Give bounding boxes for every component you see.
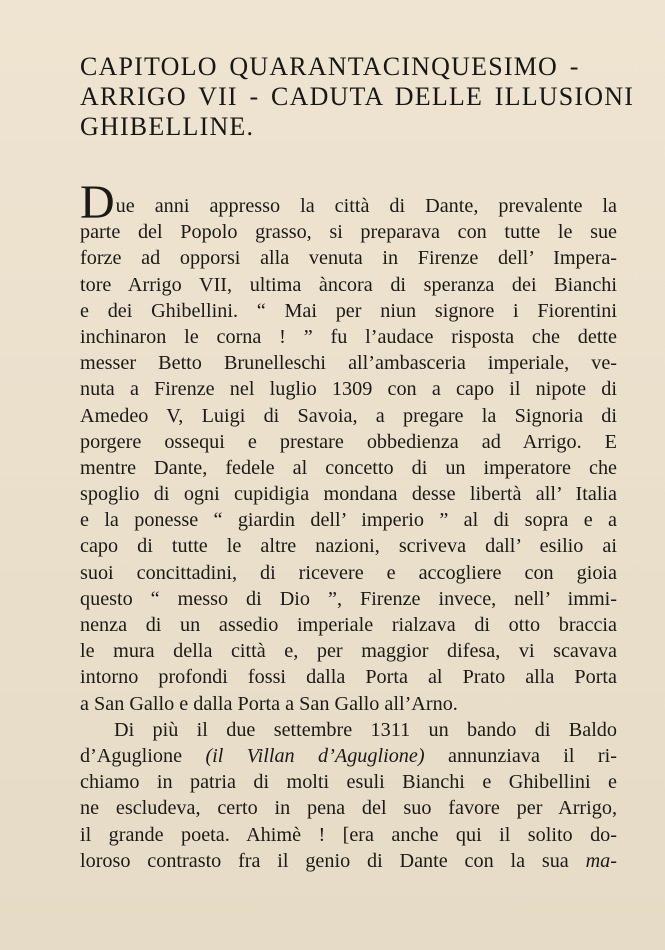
paragraph-line: a San Gallo e dalla Porta a San Gallo all’Arno. [80,692,458,715]
paragraph-line [80,176,617,229]
paragraph-text: loroso contrasto fra il genio di Dante con la sua [80,849,586,872]
paragraph-line: e dei Ghibellini. “ Mai per niun signore i Fiorentini [80,299,617,322]
chapter-title-line: ARRIGO VII - CADUTA DELLE ILLUSIONI [80,82,635,111]
paragraph-line: il grande poeta. Ahimè ! [era anche qui il solito do- [80,823,617,846]
chapter-title [80,52,635,142]
paragraph-line: ne escludeva, certo in pena del suo favore per Arrigo, [80,797,617,820]
paragraph-line: Di più il due settembre 1311 un bando di Baldo [114,718,617,741]
paragraph-line: nenza di un assedio imperiale rialzava di otto braccia [80,614,617,636]
paragraph-line: Amedeo V, Luigi di Savoia, a pregare la Signoria di [80,404,617,427]
paragraph-line: inchinaron le corna ! ” fu l’audace risposta che dette [80,325,617,348]
paragraph-line: capo di tutte le altre nazioni, scriveva dall’ esilio ai [80,535,617,558]
paragraph-line: parte del Popolo grasso, si preparava con tutte le sue [80,221,617,244]
paragraph-line: intorno profondi fossi dalla Porta al Prato alla Porta [80,666,617,689]
paragraph-line: questo “ messo di Dio ”, Firenze invece, nell’ immi- [80,587,617,610]
paragraph-text: ue anni appresso la città di Dante, prevalente la [115,195,617,217]
paragraph-line: nuta a Firenze nel luglio 1309 con a capo il nipote di [80,378,617,401]
paragraph-line [80,743,617,769]
paragraph-line: messer Betto Brunelleschi all’ambasceria imperiale, ve- [80,352,617,375]
paragraph-text: d’Aguglione [80,744,206,767]
chapter-title-line: CAPITOLO QUARANTACINQUESIMO - [80,52,580,81]
paragraph-line: mentre Dante, fedele al concetto di un imperatore che [80,456,617,479]
drop-cap-letter: D [80,176,115,229]
paragraph-line: le mura della città e, per maggior difesa, vi scavava [80,640,617,663]
paragraph-line: chiamo in patria di molti esuli Bianchi e Ghibellini e [80,771,617,794]
italic-text: ma- [585,849,617,872]
paragraph-line: e la ponesse “ giardin dell’ imperio ” al di sopra e a [80,509,617,532]
paragraph-line: tore Arrigo VII, ultima àncora di speranza dei Bianchi [80,273,617,296]
chapter-title-line: GHIBELLINE. [80,112,255,141]
paragraph-line: porgere ossequi e prestare obbedienza ad Arrigo. E [80,430,617,453]
paragraph-line: spoglio di ogni cupidigia mondana desse libertà all’ Italia [80,483,617,506]
paragraph-line: suoi concittadini, di ricevere e accogliere con gioia [80,561,617,584]
paragraph-line [80,848,617,874]
paragraph-text: annunziava il ri- [424,744,617,767]
italic-text: (il Villan d’Aguglione) [205,744,425,767]
chapter-body [80,176,617,874]
paragraph-line: forze ad opporsi alla venuta in Firenze dell’ Impera- [80,247,617,270]
